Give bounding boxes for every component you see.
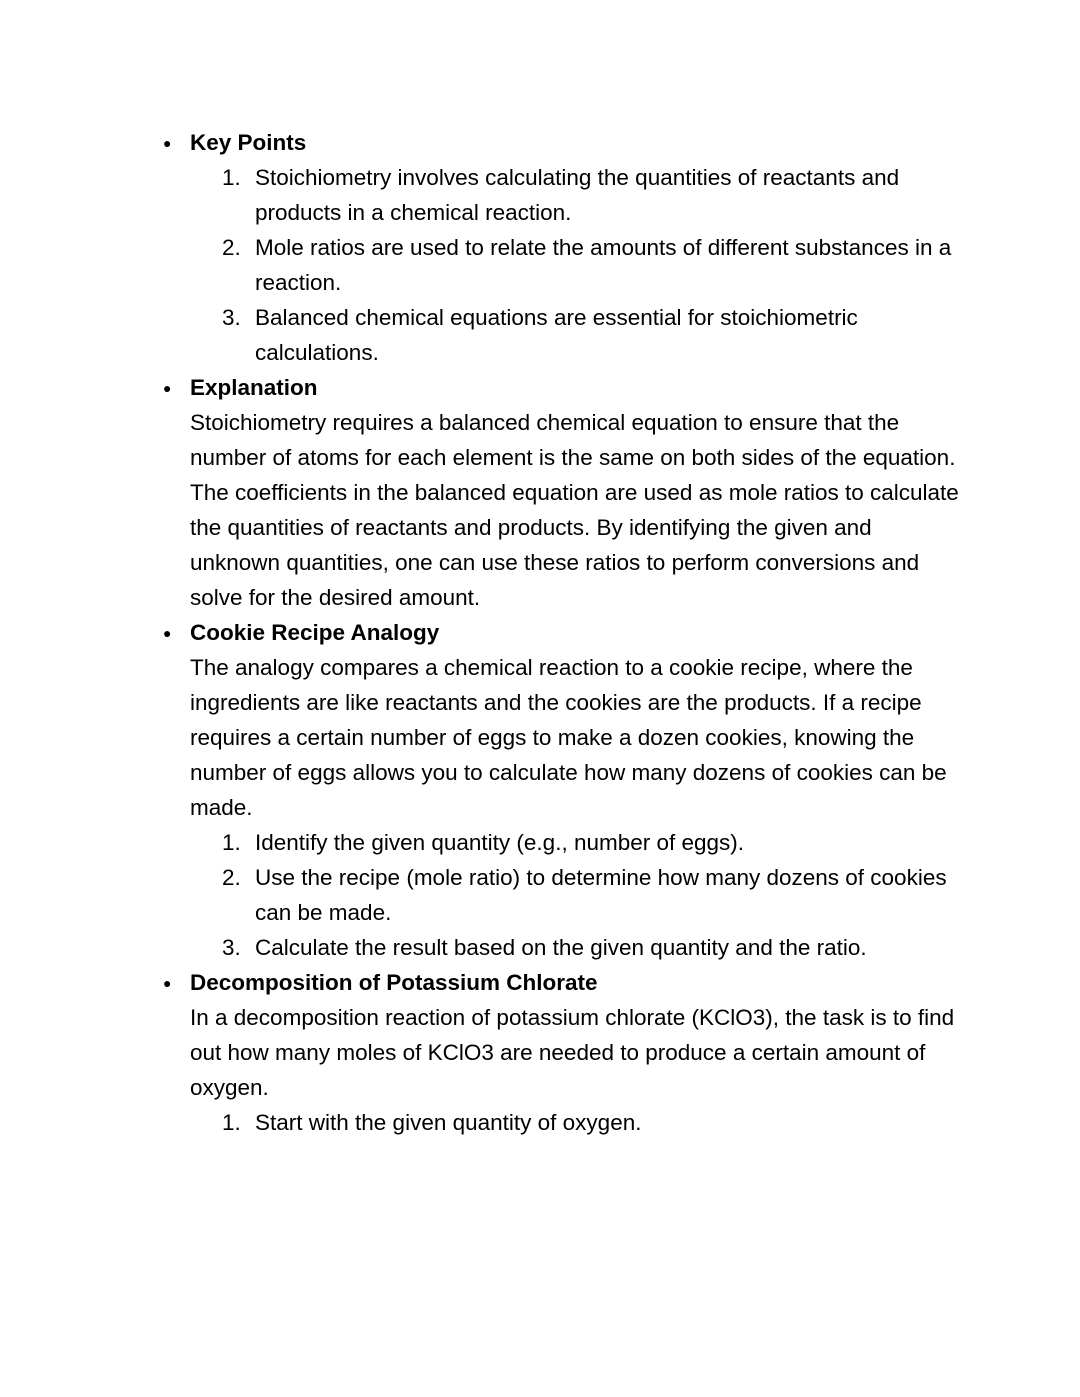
list-item-number: 1. [222, 830, 241, 855]
numbered-list [190, 1105, 960, 1140]
list-item [190, 230, 960, 300]
section [163, 615, 960, 965]
list-item [190, 1105, 960, 1140]
section-title: Key Points [190, 130, 307, 155]
bullet-icon: ● [163, 975, 172, 991]
list-item-text: Mole ratios are used to relate the amounts of different substances in a reaction. [255, 235, 952, 295]
list-item [190, 930, 960, 965]
section-title: Explanation [190, 375, 318, 400]
bullet-icon: ● [163, 380, 172, 396]
list-item-text: Balanced chemical equations are essential for stoichiometric calculations. [255, 305, 858, 365]
section-heading [163, 615, 960, 650]
list-item-number: 2. [222, 865, 241, 890]
list-item-number: 3. [222, 935, 241, 960]
section-paragraph: The analogy compares a chemical reaction to a cookie recipe, where the ingredients are like reactants and the cookies are the products. If a recipe requires a certain number of eggs to make a dozen cookies, knowing the number of eggs allows you to calculate how many dozens of cookies can be made. [190, 655, 947, 820]
list-item-number: 2. [222, 235, 241, 260]
numbered-list [190, 825, 960, 965]
list-item [190, 825, 960, 860]
section [163, 125, 960, 370]
list-item [190, 160, 960, 230]
section-paragraph: In a decomposition reaction of potassium chlorate (KClO3), the task is to find out how many moles of KClO3 are needed to produce a certain amount of oxygen. [190, 1005, 955, 1100]
section [163, 370, 960, 615]
list-item-text: Calculate the result based on the given quantity and the ratio. [255, 935, 867, 960]
section-heading [163, 125, 960, 160]
bullet-icon: ● [163, 135, 172, 151]
section [163, 965, 960, 1140]
list-item-text: Identify the given quantity (e.g., number of eggs). [255, 830, 745, 855]
list-item-text: Stoichiometry involves calculating the quantities of reactants and products in a chemical reaction. [255, 165, 900, 225]
bullet-icon: ● [163, 625, 172, 641]
list-item [190, 300, 960, 370]
section-paragraph: Stoichiometry requires a balanced chemical equation to ensure that the number of atoms for each element is the same on both sides of the equation. The coefficients in the balanced equation are used as mole ratios to calculate the quantities of reactants and products. By identifying the given and unknown quantities, one can use these ratios to perform conversions and solve for the desired amount. [190, 410, 959, 610]
section-heading [163, 370, 960, 405]
list-item-number: 3. [222, 305, 241, 330]
section-title: Decomposition of Potassium Chlorate [190, 970, 598, 995]
list-item-number: 1. [222, 1110, 241, 1135]
numbered-list [190, 160, 960, 370]
list-item-text: Start with the given quantity of oxygen. [255, 1110, 642, 1135]
list-item [190, 860, 960, 930]
section-heading [163, 965, 960, 1000]
section-title: Cookie Recipe Analogy [190, 620, 440, 645]
list-item-number: 1. [222, 165, 241, 190]
list-item-text: Use the recipe (mole ratio) to determine how many dozens of cookies can be made. [255, 865, 947, 925]
